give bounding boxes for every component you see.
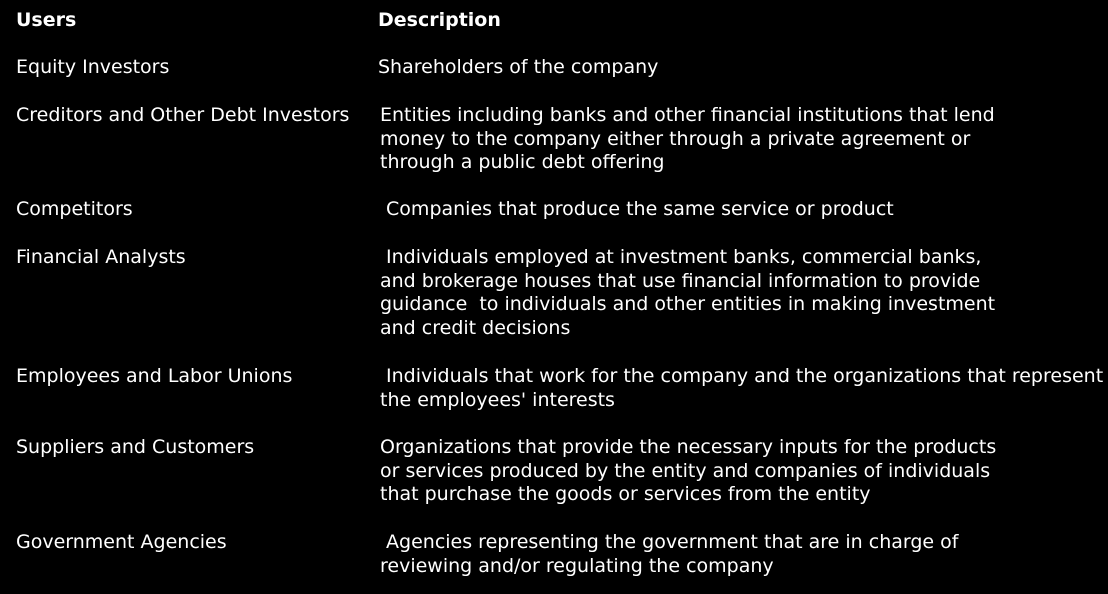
table-row	[16, 531, 1096, 591]
description-cell: Agencies representing the government that are in charge of reviewing and/or regulating the company	[380, 531, 959, 577]
table-row	[16, 104, 1096, 198]
user-cell: Suppliers and Customers	[16, 436, 255, 458]
users-table	[16, 9, 1104, 591]
user-cell: Government Agencies	[16, 531, 227, 553]
users-column-header: Users	[16, 9, 77, 31]
user-cell: Financial Analysts	[16, 246, 186, 268]
table-row	[16, 436, 1096, 531]
table-header-row	[16, 9, 1096, 56]
user-cell: Employees and Labor Unions	[16, 365, 293, 387]
table-row	[16, 198, 1096, 246]
table-row	[16, 56, 1096, 104]
description-cell: Individuals employed at investment banks, commercial banks, and brokerage houses that use financial information to provide guidance to individuals and other entities in making investment and credit decisions	[380, 246, 996, 339]
description-cell: Shareholders of the company	[378, 56, 659, 78]
description-cell: Organizations that provide the necessary inputs for the products or services produced by the entity and companies of individuals that purchase the goods or services from the entity	[380, 436, 997, 506]
description-cell: Individuals that work for the company and the organizations that represent the employees' interests	[380, 365, 1104, 411]
description-cell: Entities including banks and other financial institutions that lend money to the company either through a private agreement or through a public debt offering	[380, 104, 995, 174]
description-column-header: Description	[378, 9, 501, 31]
table-row	[16, 365, 1104, 436]
description-cell: Companies that produce the same service or product	[380, 198, 894, 220]
user-cell: Competitors	[16, 198, 133, 220]
table-row	[16, 246, 1096, 365]
user-cell: Creditors and Other Debt Investors	[16, 104, 350, 126]
user-cell: Equity Investors	[16, 56, 170, 78]
